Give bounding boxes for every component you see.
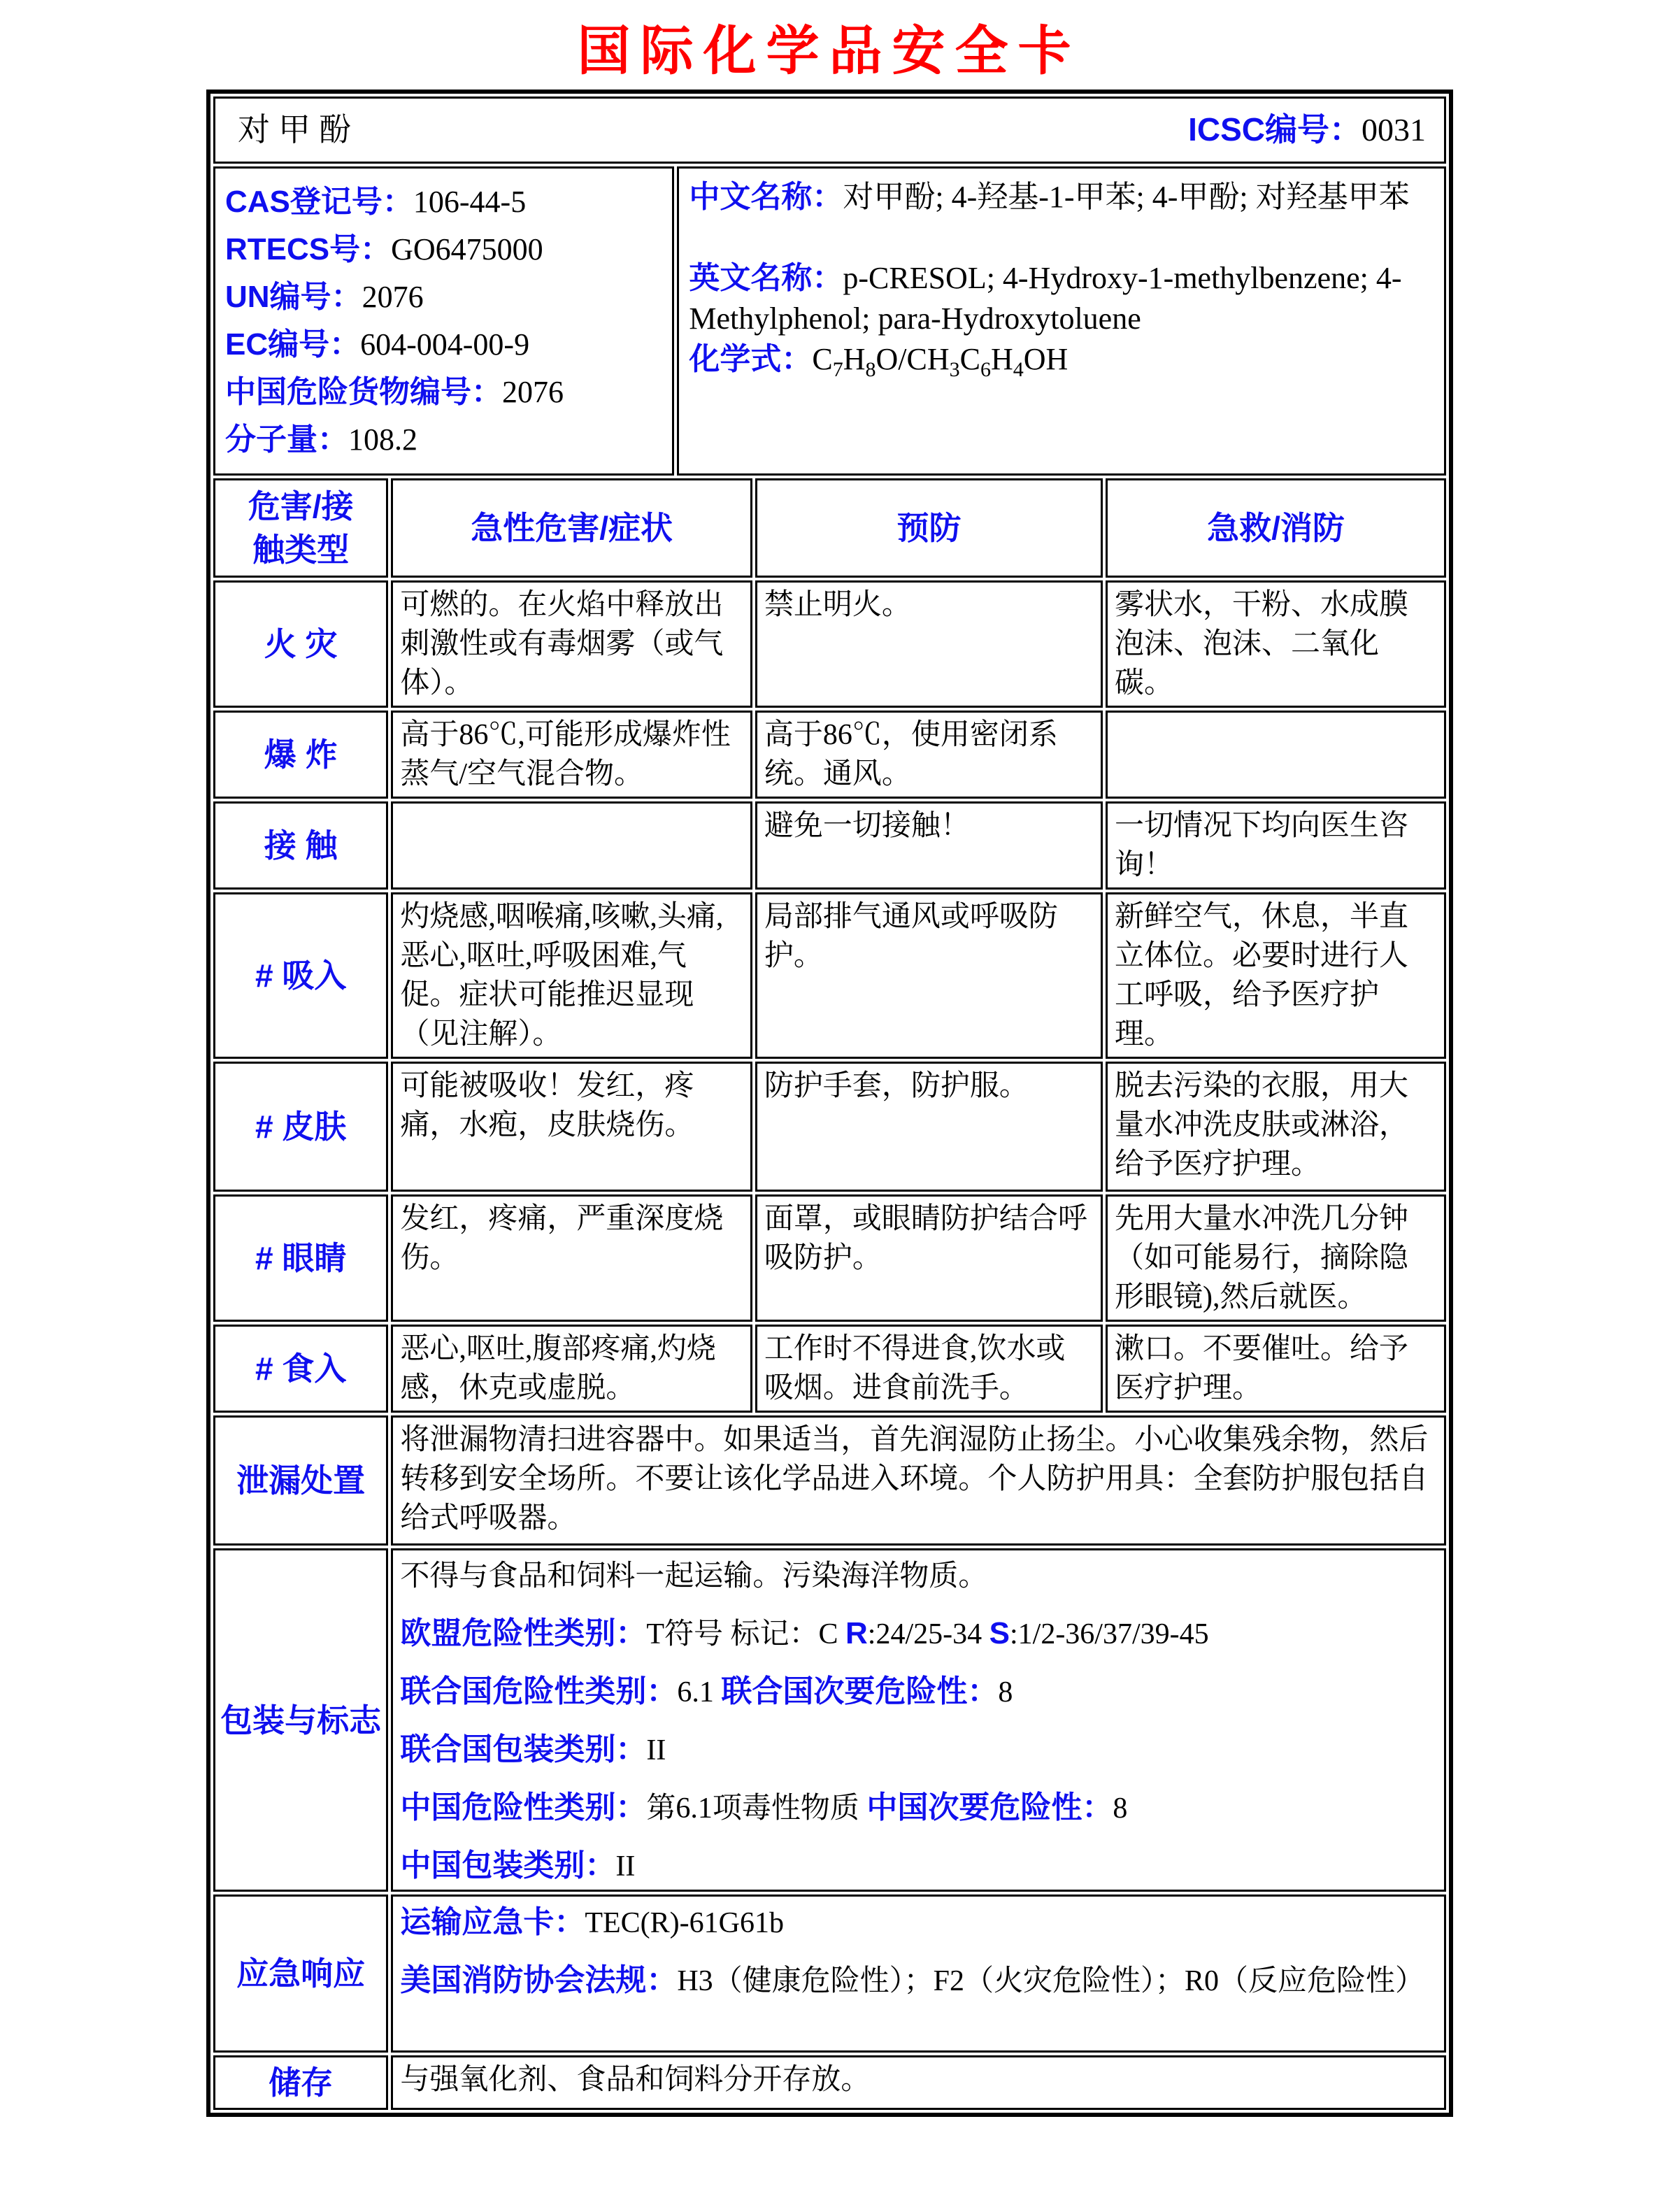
formula-subscript: 4 xyxy=(1013,357,1024,381)
field-label: 运输应急卡： xyxy=(400,1905,585,1939)
chemical-formula-label: 化学式： xyxy=(689,342,813,376)
field-label: 中国次要危险性： xyxy=(866,1790,1113,1825)
field-value: 6.1 xyxy=(677,1676,722,1708)
formula-part: O/CH xyxy=(876,342,950,376)
hazard-type-label: 爆 炸 xyxy=(213,711,388,799)
field-label: 中国危险性类别： xyxy=(400,1790,647,1825)
chinese-name-value: 对甲酚; 4-羟基-1-甲苯; 4-甲酚; 对羟基甲苯 xyxy=(843,180,1410,214)
packaging-label: 包装与标志 xyxy=(213,1548,388,1892)
english-name xyxy=(689,258,1440,339)
hazard-type-label: 火 灾 xyxy=(213,580,388,708)
field-label: 联合国次要危险性： xyxy=(721,1674,999,1708)
icsc-number-value: 0031 xyxy=(1362,111,1426,148)
identifier-label: UN编号： xyxy=(225,280,362,314)
formula-subscript: 8 xyxy=(865,357,876,381)
field-label: 联合国包装类别： xyxy=(400,1732,647,1767)
formula-part: H xyxy=(843,342,866,376)
emergency-line xyxy=(400,1960,1437,2001)
packaging-line xyxy=(400,1788,1437,1829)
field-value: T符号 标记：C xyxy=(646,1618,846,1650)
symptoms-cell: 高于86℃,可能形成爆炸性蒸气/空气混合物。 xyxy=(391,711,752,799)
identifier-line xyxy=(225,418,668,462)
symptoms-cell: 恶心,呕吐,腹部疼痛,灼烧感，休克或虚脱。 xyxy=(391,1325,752,1413)
packaging-line xyxy=(400,1846,1437,1887)
hazard-type-label: # 眼睛 xyxy=(213,1194,388,1322)
symptoms-cell: 可燃的。在火焰中释放出刺激性或有毒烟雾（或气体）。 xyxy=(391,580,752,708)
prevention-cell: 防护手套，防护服。 xyxy=(755,1062,1103,1192)
prevention-cell: 避免一切接触！ xyxy=(755,801,1103,890)
field-value: II xyxy=(615,1850,636,1883)
prevention-cell: 局部排气通风或呼吸防护。 xyxy=(755,892,1103,1059)
field-value: :1/2-36/37/39-45 xyxy=(1009,1618,1209,1650)
identifier-value: 2076 xyxy=(502,375,564,409)
identification-row xyxy=(213,166,1446,476)
emergency-row xyxy=(213,1895,1446,2053)
chemical-formula xyxy=(689,339,1440,390)
packaging-row xyxy=(213,1548,1446,1892)
icsc-card xyxy=(206,90,1453,2117)
field-value: :24/25-34 xyxy=(867,1618,989,1650)
identifier-label: RTECS号： xyxy=(225,232,392,266)
first-aid-cell: 漱口。不要催吐。给予医疗护理。 xyxy=(1106,1325,1446,1413)
identifier-line xyxy=(225,275,668,320)
identifier-label: 中国危险货物编号： xyxy=(225,375,502,409)
formula-subscript: 7 xyxy=(832,357,843,381)
identifier-value: 106-44-5 xyxy=(413,185,527,219)
formula-part: OH xyxy=(1023,342,1069,376)
identifier-line xyxy=(225,227,668,272)
hazard-type-label: # 皮肤 xyxy=(213,1062,388,1192)
identifier-label: EC编号： xyxy=(225,327,361,362)
packaging-line xyxy=(400,1671,1437,1713)
identifier-label: CAS登记号： xyxy=(225,185,413,219)
col-header-first-aid: 急救/消防 xyxy=(1106,478,1446,578)
hazard-table-body xyxy=(213,580,1446,1413)
field-label: 中国包装类别： xyxy=(400,1848,616,1883)
hazard-type-label: # 吸入 xyxy=(213,892,388,1059)
english-name-value: p-CRESOL; 4-Hydroxy-1-methylbenzene; 4-Methylphenol; para-Hydroxytoluene xyxy=(689,261,1402,336)
col-header-symptoms: 急性危害/症状 xyxy=(391,478,752,578)
prevention-cell: 工作时不得进食,饮水或吸烟。进食前洗手。 xyxy=(755,1325,1103,1413)
field-value: 8 xyxy=(998,1676,1013,1708)
english-name-label: 英文名称： xyxy=(689,261,843,295)
packaging-text xyxy=(391,1548,1446,1892)
packaging-line xyxy=(400,1556,1437,1597)
hazard-type-label: # 食入 xyxy=(213,1325,388,1413)
emergency-text xyxy=(391,1895,1446,2053)
identifier-value: 108.2 xyxy=(348,422,417,457)
formula-part: H xyxy=(990,342,1013,376)
icsc-number-label: ICSC编号： xyxy=(1188,110,1362,148)
first-aid-cell: 先用大量水冲洗几分钟（如可能易行，摘除隐形眼镜),然后就医。 xyxy=(1106,1194,1446,1322)
identifiers-cell xyxy=(213,166,674,476)
hazard-row xyxy=(213,711,1446,799)
hazard-type-label: 接 触 xyxy=(213,801,388,890)
field-value: 不得与食品和饲料一起运输。污染海洋物质。 xyxy=(400,1560,988,1592)
first-aid-cell xyxy=(1106,711,1446,799)
first-aid-cell: 雾状水，干粉、水成膜泡沫、泡沫、二氧化碳。 xyxy=(1106,580,1446,708)
icsc-number xyxy=(1188,110,1426,151)
field-label: R xyxy=(845,1616,868,1650)
chemical-formula-value xyxy=(812,342,1069,381)
first-aid-cell: 脱去污染的衣服，用大量水冲洗皮肤或淋浴，给予医疗护理。 xyxy=(1106,1062,1446,1192)
col-header-prevention: 预防 xyxy=(755,478,1103,578)
first-aid-cell: 一切情况下均向医生咨询！ xyxy=(1106,801,1446,890)
col-header-hazard-type: 危害/接触类型 xyxy=(213,478,388,578)
field-value: 8 xyxy=(1113,1792,1128,1825)
hazard-row xyxy=(213,892,1446,1059)
symptoms-cell xyxy=(391,801,752,890)
field-label: 美国消防协会法规： xyxy=(400,1963,678,1997)
hazard-row xyxy=(213,1325,1446,1413)
identifier-value: GO6475000 xyxy=(391,232,543,266)
identifier-value: 2076 xyxy=(362,280,424,314)
hazard-row xyxy=(213,1194,1446,1322)
field-value: H3（健康危险性）；F2（火灾危险性）；R0（反应危险性） xyxy=(677,1965,1425,1997)
field-label: 联合国危险性类别： xyxy=(400,1674,678,1708)
emergency-label: 应急响应 xyxy=(213,1895,388,2053)
first-aid-cell: 新鲜空气，休息，半直立体位。必要时进行人工呼吸，给予医疗护理。 xyxy=(1106,892,1446,1059)
formula-part: C xyxy=(959,342,980,376)
storage-label: 储存 xyxy=(213,2055,388,2110)
symptoms-cell: 灼烧感,咽喉痛,咳嗽,头痛,恶心,呕吐,呼吸困难,气促。症状可能推迟显现（见注解）。 xyxy=(391,892,752,1059)
packaging-line xyxy=(400,1613,1437,1655)
page-title: 国际化学品安全卡 xyxy=(577,22,1081,81)
substance-name: 对甲酚 xyxy=(238,112,359,148)
identifier-value: 604-004-00-9 xyxy=(360,327,530,362)
prevention-cell: 禁止明火。 xyxy=(755,580,1103,708)
hazard-row xyxy=(213,1062,1446,1192)
symptoms-cell: 可能被吸收！发红，疼痛，水疱，皮肤烧伤。 xyxy=(391,1062,752,1192)
identifier-line xyxy=(225,322,668,367)
field-value: TEC(R)-61G61b xyxy=(585,1907,784,1939)
emergency-line xyxy=(400,1902,1437,1943)
storage-row xyxy=(213,2055,1446,2110)
field-value: II xyxy=(646,1734,666,1767)
substance-header-cell xyxy=(213,97,1446,164)
hazard-row xyxy=(213,801,1446,890)
field-label: S xyxy=(989,1616,1010,1650)
substance-header-row xyxy=(213,97,1446,164)
hazard-row xyxy=(213,580,1446,708)
identifier-line xyxy=(225,370,668,415)
names-cell xyxy=(677,166,1446,476)
formula-subscript: 3 xyxy=(949,357,960,381)
formula-subscript: 6 xyxy=(980,357,991,381)
chinese-name-label: 中文名称： xyxy=(689,180,843,214)
spill-label: 泄漏处置 xyxy=(213,1415,388,1546)
field-label: 欧盟危险性类别： xyxy=(400,1616,647,1650)
spill-text: 将泄漏物清扫进容器中。如果适当，首先润湿防止扬尘。小心收集残余物，然后转移到安全场所。不要让该化学品进入环境。个人防护用具：全套防护服包括自给式呼吸器。 xyxy=(391,1415,1446,1546)
packaging-line xyxy=(400,1729,1437,1771)
spill-row xyxy=(213,1415,1446,1546)
field-value: 第6.1项毒性物质 xyxy=(646,1792,867,1825)
symptoms-cell: 发红，疼痛，严重深度烧伤。 xyxy=(391,1194,752,1322)
identifier-line xyxy=(225,180,668,224)
identifier-label: 分子量： xyxy=(225,422,348,457)
prevention-cell: 高于86℃，使用密闭系统。通风。 xyxy=(755,711,1103,799)
formula-part: C xyxy=(812,342,833,376)
hazard-table-header-row xyxy=(213,478,1446,578)
storage-text: 与强氧化剂、食品和饲料分开存放。 xyxy=(391,2055,1446,2110)
prevention-cell: 面罩，或眼睛防护结合呼吸防护。 xyxy=(755,1194,1103,1322)
chinese-name xyxy=(689,177,1440,217)
